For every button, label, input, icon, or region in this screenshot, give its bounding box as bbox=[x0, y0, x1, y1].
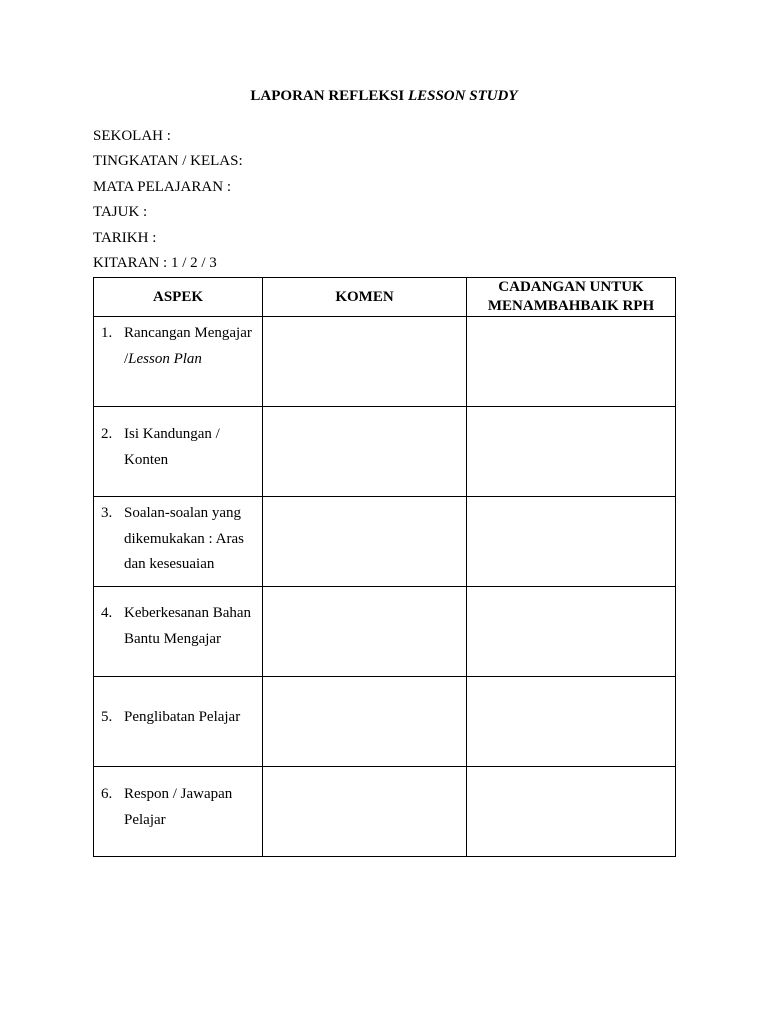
title-italic: LESSON STUDY bbox=[407, 88, 518, 104]
cadangan-cell[interactable] bbox=[467, 497, 676, 587]
cadangan-cell[interactable] bbox=[467, 587, 676, 677]
aspek-cell bbox=[94, 767, 263, 857]
table-row bbox=[94, 587, 676, 677]
table-row bbox=[94, 677, 676, 767]
item-number: 5. bbox=[101, 709, 113, 725]
aspek-cell bbox=[94, 317, 263, 407]
item-text bbox=[124, 321, 258, 372]
header-cadangan bbox=[467, 278, 676, 317]
komen-cell[interactable] bbox=[263, 317, 467, 407]
item-number: 4. bbox=[101, 605, 113, 621]
field-mata-pelajaran: MATA PELAJARAN : bbox=[93, 178, 231, 195]
field-kitaran: KITARAN : 1 / 2 / 3 bbox=[93, 255, 217, 272]
komen-cell[interactable] bbox=[263, 677, 467, 767]
komen-cell[interactable] bbox=[263, 497, 467, 587]
item-number: 1. bbox=[101, 325, 113, 341]
header-fields bbox=[93, 124, 243, 276]
item-text: Respon / Jawapan Pelajar bbox=[124, 786, 233, 828]
table-row bbox=[94, 407, 676, 497]
field-tingkatan-kelas: TINGKATAN / KELAS: bbox=[93, 153, 243, 170]
header-cadangan-line2: MENAMBAHBAIK RPH bbox=[487, 298, 655, 314]
cadangan-cell[interactable] bbox=[467, 407, 676, 497]
field-sekolah: SEKOLAH : bbox=[93, 128, 171, 144]
item-text: Isi Kandungan / Konten bbox=[124, 426, 220, 468]
cadangan-cell[interactable] bbox=[467, 317, 676, 407]
komen-cell[interactable] bbox=[263, 407, 467, 497]
table-row bbox=[94, 767, 676, 857]
item-number: 2. bbox=[101, 426, 113, 442]
table-row bbox=[94, 317, 676, 407]
header-cadangan-line1: CADANGAN UNTUK bbox=[498, 279, 644, 295]
item-text: Soalan-soalan yang dikemukakan : Aras dan kesesuaian bbox=[124, 505, 244, 572]
cadangan-cell[interactable] bbox=[467, 677, 676, 767]
item-text-italic: Lesson Plan bbox=[128, 350, 202, 367]
aspek-cell bbox=[94, 407, 263, 497]
field-tajuk: TAJUK : bbox=[93, 204, 148, 221]
item-text-regular: Rancangan Mengajar / bbox=[124, 325, 252, 367]
item-text: Keberkesanan Bahan Bantu Mengajar bbox=[124, 605, 252, 647]
title-main: LAPORAN REFLEKSI bbox=[250, 88, 405, 104]
header-aspek: ASPEK bbox=[94, 278, 263, 317]
header-komen: KOMEN bbox=[263, 278, 467, 317]
aspek-cell bbox=[94, 497, 263, 587]
reflection-table bbox=[93, 277, 676, 857]
table-row bbox=[94, 497, 676, 587]
aspek-cell bbox=[94, 677, 263, 767]
komen-cell[interactable] bbox=[263, 587, 467, 677]
cadangan-cell[interactable] bbox=[467, 767, 676, 857]
aspek-cell bbox=[94, 587, 263, 677]
komen-cell[interactable] bbox=[263, 767, 467, 857]
document-title bbox=[0, 86, 768, 106]
item-number: 6. bbox=[101, 786, 113, 802]
item-text: Penglibatan Pelajar bbox=[124, 709, 241, 725]
table-header-row bbox=[94, 278, 676, 317]
item-number: 3. bbox=[101, 505, 113, 521]
field-tarikh: TARIKH : bbox=[93, 229, 157, 246]
